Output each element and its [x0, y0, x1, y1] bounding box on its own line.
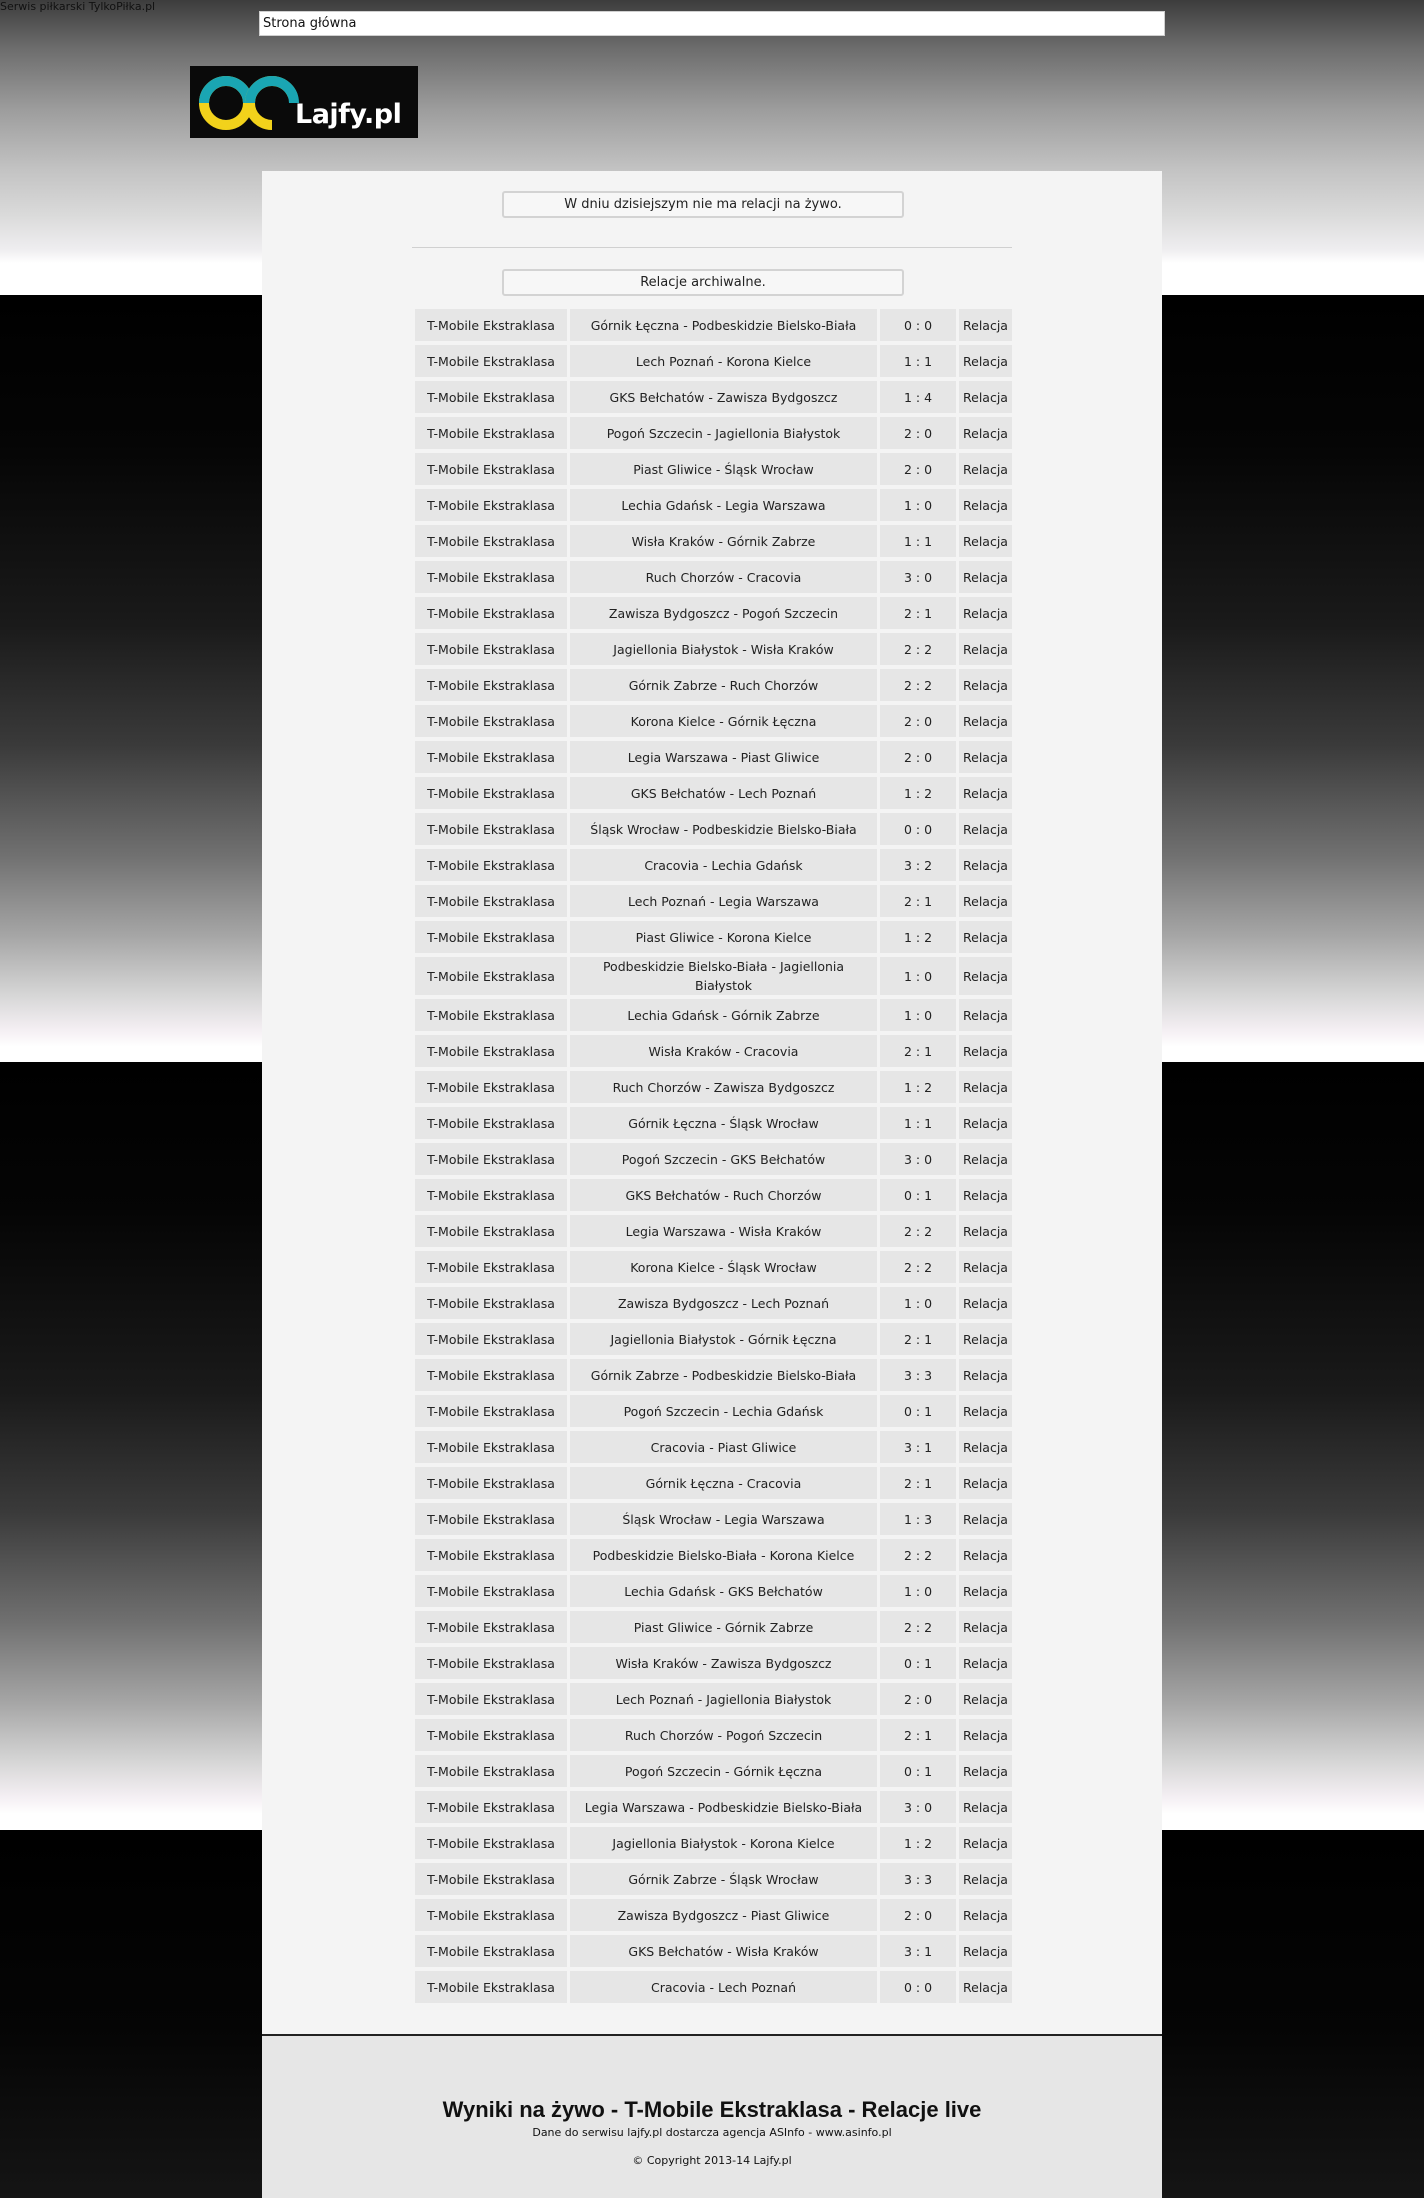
- match-row: [415, 1575, 1012, 1607]
- match-league: T-Mobile Ekstraklasa: [415, 849, 567, 881]
- match-report-link[interactable]: Relacja: [959, 1791, 1012, 1823]
- match-row: [415, 1683, 1012, 1715]
- match-teams: Górnik Łęczna - Podbeskidzie Bielsko-Biała: [570, 309, 877, 341]
- match-league: T-Mobile Ekstraklasa: [415, 1251, 567, 1283]
- match-row: [415, 1611, 1012, 1643]
- footer-title: Wyniki na żywo - T-Mobile Ekstraklasa - Relacje live: [442, 2097, 982, 2122]
- match-score: 2 : 2: [880, 1539, 956, 1571]
- match-score: 0 : 1: [880, 1647, 956, 1679]
- match-score: 3 : 1: [880, 1431, 956, 1463]
- footer: [262, 2034, 1162, 2198]
- section-divider: [412, 247, 1012, 248]
- match-score: 2 : 0: [880, 741, 956, 773]
- match-score: 3 : 0: [880, 1143, 956, 1175]
- match-report-link[interactable]: Relacja: [959, 1935, 1012, 1967]
- match-row: [415, 345, 1012, 377]
- match-teams: Lechia Gdańsk - GKS Bełchatów: [570, 1575, 877, 1607]
- match-score: 1 : 2: [880, 777, 956, 809]
- match-league: T-Mobile Ekstraklasa: [415, 1323, 567, 1355]
- match-row: [415, 1395, 1012, 1427]
- match-score: 2 : 1: [880, 1323, 956, 1355]
- match-row: [415, 1899, 1012, 1931]
- match-score: 1 : 1: [880, 1107, 956, 1139]
- match-row: [415, 921, 1012, 953]
- match-teams: Cracovia - Lechia Gdańsk: [570, 849, 877, 881]
- match-score: 1 : 0: [880, 957, 956, 995]
- match-league: T-Mobile Ekstraklasa: [415, 813, 567, 845]
- match-score: 2 : 2: [880, 1611, 956, 1643]
- match-score: 2 : 1: [880, 1467, 956, 1499]
- match-row: [415, 453, 1012, 485]
- match-league: T-Mobile Ekstraklasa: [415, 1431, 567, 1463]
- match-report-link[interactable]: Relacja: [959, 813, 1012, 845]
- match-report-link[interactable]: Relacja: [959, 309, 1012, 341]
- match-score: 1 : 3: [880, 1503, 956, 1535]
- match-score: 2 : 0: [880, 1683, 956, 1715]
- match-score: 1 : 0: [880, 1287, 956, 1319]
- match-teams: Podbeskidzie Bielsko-Biała - Jagiellonia Białystok: [570, 957, 877, 995]
- match-league: T-Mobile Ekstraklasa: [415, 777, 567, 809]
- match-teams: Cracovia - Lech Poznań: [570, 1971, 877, 2003]
- match-league: T-Mobile Ekstraklasa: [415, 1071, 567, 1103]
- match-row: [415, 1287, 1012, 1319]
- match-teams: Górnik Łęczna - Śląsk Wrocław: [570, 1107, 877, 1139]
- match-row: [415, 597, 1012, 629]
- match-teams: Zawisza Bydgoszcz - Lech Poznań: [570, 1287, 877, 1319]
- match-row: [415, 1359, 1012, 1391]
- match-report-link[interactable]: Relacja: [959, 999, 1012, 1031]
- match-teams: Lech Poznań - Legia Warszawa: [570, 885, 877, 917]
- match-report-link[interactable]: Relacja: [959, 1323, 1012, 1355]
- match-score: 3 : 0: [880, 1791, 956, 1823]
- match-score: 0 : 1: [880, 1179, 956, 1211]
- match-report-link[interactable]: Relacja: [959, 921, 1012, 953]
- match-score: 0 : 1: [880, 1755, 956, 1787]
- match-row: [415, 1755, 1012, 1787]
- match-report-link[interactable]: Relacja: [959, 1719, 1012, 1751]
- match-teams: GKS Bełchatów - Ruch Chorzów: [570, 1179, 877, 1211]
- match-teams: Górnik Zabrze - Śląsk Wrocław: [570, 1863, 877, 1895]
- match-league: T-Mobile Ekstraklasa: [415, 957, 567, 995]
- match-score: 2 : 2: [880, 1251, 956, 1283]
- match-report-link[interactable]: Relacja: [959, 525, 1012, 557]
- match-score: 2 : 1: [880, 597, 956, 629]
- match-teams: Cracovia - Piast Gliwice: [570, 1431, 877, 1463]
- match-league: T-Mobile Ekstraklasa: [415, 381, 567, 413]
- match-row: [415, 1971, 1012, 2003]
- match-teams: GKS Bełchatów - Lech Poznań: [570, 777, 877, 809]
- match-report-link[interactable]: Relacja: [959, 1683, 1012, 1715]
- archive-header: Relacje archiwalne.: [502, 269, 904, 296]
- match-report-link[interactable]: Relacja: [959, 1899, 1012, 1931]
- match-league: T-Mobile Ekstraklasa: [415, 1359, 567, 1391]
- match-teams: Lech Poznań - Jagiellonia Białystok: [570, 1683, 877, 1715]
- match-league: T-Mobile Ekstraklasa: [415, 1467, 567, 1499]
- match-league: T-Mobile Ekstraklasa: [415, 1791, 567, 1823]
- footer-data-source: Dane do serwisu lajfy.pl dostarcza agencja ASInfo - www.asinfo.pl: [532, 2126, 892, 2139]
- match-row: [415, 741, 1012, 773]
- match-score: 2 : 0: [880, 417, 956, 449]
- match-row: [415, 1323, 1012, 1355]
- match-league: T-Mobile Ekstraklasa: [415, 417, 567, 449]
- match-report-link[interactable]: Relacja: [959, 705, 1012, 737]
- match-report-link[interactable]: Relacja: [959, 489, 1012, 521]
- match-row: [415, 1431, 1012, 1463]
- match-row: [415, 1719, 1012, 1751]
- match-score: 1 : 0: [880, 999, 956, 1031]
- match-score: 0 : 0: [880, 813, 956, 845]
- match-row: [415, 633, 1012, 665]
- match-league: T-Mobile Ekstraklasa: [415, 309, 567, 341]
- match-row: [415, 669, 1012, 701]
- match-score: 1 : 1: [880, 525, 956, 557]
- match-row: [415, 1467, 1012, 1499]
- match-row: [415, 1035, 1012, 1067]
- match-teams: Piast Gliwice - Śląsk Wrocław: [570, 453, 877, 485]
- match-row: [415, 561, 1012, 593]
- match-league: T-Mobile Ekstraklasa: [415, 1827, 567, 1859]
- match-report-link[interactable]: Relacja: [959, 1611, 1012, 1643]
- match-teams: Jagiellonia Białystok - Górnik Łęczna: [570, 1323, 877, 1355]
- match-teams: Zawisza Bydgoszcz - Piast Gliwice: [570, 1899, 877, 1931]
- match-score: 3 : 0: [880, 561, 956, 593]
- match-teams: Lechia Gdańsk - Legia Warszawa: [570, 489, 877, 521]
- match-row: [415, 381, 1012, 413]
- match-teams: Podbeskidzie Bielsko-Biała - Korona Kielce: [570, 1539, 877, 1571]
- match-report-link[interactable]: Relacja: [959, 1179, 1012, 1211]
- logo-text: Lajfy.pl: [295, 99, 402, 130]
- match-league: T-Mobile Ekstraklasa: [415, 1179, 567, 1211]
- match-score: 1 : 1: [880, 345, 956, 377]
- match-score: 2 : 1: [880, 885, 956, 917]
- match-report-link[interactable]: Relacja: [959, 957, 1012, 995]
- match-score: 1 : 2: [880, 921, 956, 953]
- match-teams: Korona Kielce - Śląsk Wrocław: [570, 1251, 877, 1283]
- match-report-link[interactable]: Relacja: [959, 849, 1012, 881]
- match-teams: GKS Bełchatów - Wisła Kraków: [570, 1935, 877, 1967]
- match-report-link[interactable]: Relacja: [959, 1539, 1012, 1571]
- nav-home-link[interactable]: Strona główna: [263, 16, 357, 31]
- match-row: [415, 1827, 1012, 1859]
- match-league: T-Mobile Ekstraklasa: [415, 561, 567, 593]
- match-teams: Lechia Gdańsk - Górnik Zabrze: [570, 999, 877, 1031]
- match-report-link[interactable]: Relacja: [959, 1863, 1012, 1895]
- match-teams: Pogoń Szczecin - GKS Bełchatów: [570, 1143, 877, 1175]
- match-row: [415, 1143, 1012, 1175]
- match-teams: Śląsk Wrocław - Podbeskidzie Bielsko-Biała: [570, 813, 877, 845]
- match-league: T-Mobile Ekstraklasa: [415, 1287, 567, 1319]
- match-score: 0 : 0: [880, 309, 956, 341]
- match-score: 1 : 4: [880, 381, 956, 413]
- match-league: T-Mobile Ekstraklasa: [415, 1539, 567, 1571]
- match-score: 0 : 0: [880, 1971, 956, 2003]
- match-teams: Górnik Zabrze - Ruch Chorzów: [570, 669, 877, 701]
- match-league: T-Mobile Ekstraklasa: [415, 1107, 567, 1139]
- match-report-link[interactable]: Relacja: [959, 633, 1012, 665]
- no-live-notice: W dniu dzisiejszym nie ma relacji na żywo.: [502, 191, 904, 218]
- match-score: 3 : 3: [880, 1359, 956, 1391]
- match-league: T-Mobile Ekstraklasa: [415, 489, 567, 521]
- match-league: T-Mobile Ekstraklasa: [415, 525, 567, 557]
- match-report-link[interactable]: Relacja: [959, 1035, 1012, 1067]
- match-teams: Korona Kielce - Górnik Łęczna: [570, 705, 877, 737]
- match-report-link[interactable]: Relacja: [959, 669, 1012, 701]
- match-report-link[interactable]: Relacja: [959, 561, 1012, 593]
- match-teams: GKS Bełchatów - Zawisza Bydgoszcz: [570, 381, 877, 413]
- match-row: [415, 849, 1012, 881]
- match-teams: Pogoń Szczecin - Lechia Gdańsk: [570, 1395, 877, 1427]
- match-league: T-Mobile Ekstraklasa: [415, 1611, 567, 1643]
- match-report-link[interactable]: Relacja: [959, 1647, 1012, 1679]
- match-teams: Ruch Chorzów - Zawisza Bydgoszcz: [570, 1071, 877, 1103]
- match-league: T-Mobile Ekstraklasa: [415, 1719, 567, 1751]
- match-teams: Legia Warszawa - Podbeskidzie Bielsko-Biała: [570, 1791, 877, 1823]
- top-navigation: [259, 11, 1165, 36]
- match-report-link[interactable]: Relacja: [959, 1971, 1012, 2003]
- site-title[interactable]: Serwis piłkarski TylkoPiłka.pl: [0, 0, 156, 13]
- match-report-link[interactable]: Relacja: [959, 1503, 1012, 1535]
- match-league: T-Mobile Ekstraklasa: [415, 597, 567, 629]
- match-score: 2 : 1: [880, 1035, 956, 1067]
- match-teams: Ruch Chorzów - Cracovia: [570, 561, 877, 593]
- match-report-link[interactable]: Relacja: [959, 345, 1012, 377]
- match-league: T-Mobile Ekstraklasa: [415, 1503, 567, 1535]
- match-report-link[interactable]: Relacja: [959, 1395, 1012, 1427]
- match-score: 1 : 2: [880, 1071, 956, 1103]
- match-row: [415, 1251, 1012, 1283]
- match-row: [415, 1503, 1012, 1535]
- match-league: T-Mobile Ekstraklasa: [415, 669, 567, 701]
- match-league: T-Mobile Ekstraklasa: [415, 1647, 567, 1679]
- match-teams: Pogoń Szczecin - Górnik Łęczna: [570, 1755, 877, 1787]
- match-report-link[interactable]: Relacja: [959, 777, 1012, 809]
- match-league: T-Mobile Ekstraklasa: [415, 345, 567, 377]
- match-report-link[interactable]: Relacja: [959, 1215, 1012, 1247]
- match-row: [415, 1863, 1012, 1895]
- match-row: [415, 1935, 1012, 1967]
- match-teams: Górnik Łęczna - Cracovia: [570, 1467, 877, 1499]
- match-row: [415, 525, 1012, 557]
- match-league: T-Mobile Ekstraklasa: [415, 1395, 567, 1427]
- match-report-link[interactable]: Relacja: [959, 1431, 1012, 1463]
- match-league: T-Mobile Ekstraklasa: [415, 921, 567, 953]
- match-report-link[interactable]: Relacja: [959, 417, 1012, 449]
- match-league: T-Mobile Ekstraklasa: [415, 1683, 567, 1715]
- match-league: T-Mobile Ekstraklasa: [415, 741, 567, 773]
- match-league: T-Mobile Ekstraklasa: [415, 1971, 567, 2003]
- match-row: [415, 309, 1012, 341]
- match-report-link[interactable]: Relacja: [959, 1755, 1012, 1787]
- match-score: 1 : 2: [880, 1827, 956, 1859]
- match-league: T-Mobile Ekstraklasa: [415, 1143, 567, 1175]
- match-score: 2 : 0: [880, 1899, 956, 1931]
- match-league: T-Mobile Ekstraklasa: [415, 885, 567, 917]
- match-teams: Wisła Kraków - Zawisza Bydgoszcz: [570, 1647, 877, 1679]
- match-teams: Wisła Kraków - Cracovia: [570, 1035, 877, 1067]
- match-league: T-Mobile Ekstraklasa: [415, 633, 567, 665]
- match-row: [415, 1647, 1012, 1679]
- match-teams: Piast Gliwice - Korona Kielce: [570, 921, 877, 953]
- match-report-link[interactable]: Relacja: [959, 597, 1012, 629]
- match-teams: Legia Warszawa - Piast Gliwice: [570, 741, 877, 773]
- match-report-link[interactable]: Relacja: [959, 381, 1012, 413]
- match-row: [415, 1215, 1012, 1247]
- match-score: 2 : 2: [880, 1215, 956, 1247]
- match-row: [415, 1179, 1012, 1211]
- match-report-link[interactable]: Relacja: [959, 885, 1012, 917]
- site-logo[interactable]: [190, 66, 418, 138]
- match-teams: Piast Gliwice - Górnik Zabrze: [570, 1611, 877, 1643]
- match-league: T-Mobile Ekstraklasa: [415, 1035, 567, 1067]
- match-league: T-Mobile Ekstraklasa: [415, 1863, 567, 1895]
- match-report-link[interactable]: Relacja: [959, 1827, 1012, 1859]
- match-report-link[interactable]: Relacja: [959, 1575, 1012, 1607]
- match-row: [415, 489, 1012, 521]
- match-league: T-Mobile Ekstraklasa: [415, 1575, 567, 1607]
- match-score: 1 : 0: [880, 489, 956, 521]
- match-score: 3 : 1: [880, 1935, 956, 1967]
- match-report-link[interactable]: Relacja: [959, 741, 1012, 773]
- match-row: [415, 885, 1012, 917]
- match-row: [415, 1791, 1012, 1823]
- match-teams: Ruch Chorzów - Pogoń Szczecin: [570, 1719, 877, 1751]
- match-row: [415, 777, 1012, 809]
- match-report-link[interactable]: Relacja: [959, 1143, 1012, 1175]
- match-row: [415, 1539, 1012, 1571]
- match-row: [415, 813, 1012, 845]
- match-report-link[interactable]: Relacja: [959, 453, 1012, 485]
- match-league: T-Mobile Ekstraklasa: [415, 453, 567, 485]
- main-content: [262, 171, 1162, 2034]
- match-score: 2 : 0: [880, 705, 956, 737]
- match-score: 3 : 3: [880, 1863, 956, 1895]
- match-score: 2 : 1: [880, 1719, 956, 1751]
- match-row: [415, 1071, 1012, 1103]
- archive-matches-table: [412, 305, 1015, 2007]
- match-teams: Górnik Zabrze - Podbeskidzie Bielsko-Biała: [570, 1359, 877, 1391]
- match-teams: Jagiellonia Białystok - Korona Kielce: [570, 1827, 877, 1859]
- match-teams: Legia Warszawa - Wisła Kraków: [570, 1215, 877, 1247]
- match-league: T-Mobile Ekstraklasa: [415, 1935, 567, 1967]
- match-league: T-Mobile Ekstraklasa: [415, 1215, 567, 1247]
- match-row: [415, 417, 1012, 449]
- match-row: [415, 705, 1012, 737]
- match-league: T-Mobile Ekstraklasa: [415, 705, 567, 737]
- match-league: T-Mobile Ekstraklasa: [415, 999, 567, 1031]
- match-league: T-Mobile Ekstraklasa: [415, 1755, 567, 1787]
- match-row: [415, 1107, 1012, 1139]
- match-score: 3 : 2: [880, 849, 956, 881]
- match-report-link[interactable]: Relacja: [959, 1359, 1012, 1391]
- match-score: 1 : 0: [880, 1575, 956, 1607]
- match-score: 2 : 2: [880, 633, 956, 665]
- match-teams: Pogoń Szczecin - Jagiellonia Białystok: [570, 417, 877, 449]
- match-report-link[interactable]: Relacja: [959, 1467, 1012, 1499]
- match-teams: Zawisza Bydgoszcz - Pogoń Szczecin: [570, 597, 877, 629]
- match-teams: Jagiellonia Białystok - Wisła Kraków: [570, 633, 877, 665]
- match-teams: Śląsk Wrocław - Legia Warszawa: [570, 1503, 877, 1535]
- match-report-link[interactable]: Relacja: [959, 1287, 1012, 1319]
- match-report-link[interactable]: Relacja: [959, 1107, 1012, 1139]
- match-score: 2 : 2: [880, 669, 956, 701]
- match-teams: Wisła Kraków - Górnik Zabrze: [570, 525, 877, 557]
- match-row: [415, 999, 1012, 1031]
- footer-copyright: © Copyright 2013-14 Lajfy.pl: [632, 2154, 792, 2167]
- match-score: 2 : 0: [880, 453, 956, 485]
- match-row: [415, 957, 1012, 995]
- match-score: 0 : 1: [880, 1395, 956, 1427]
- match-report-link[interactable]: Relacja: [959, 1071, 1012, 1103]
- match-league: T-Mobile Ekstraklasa: [415, 1899, 567, 1931]
- match-report-link[interactable]: Relacja: [959, 1251, 1012, 1283]
- match-teams: Lech Poznań - Korona Kielce: [570, 345, 877, 377]
